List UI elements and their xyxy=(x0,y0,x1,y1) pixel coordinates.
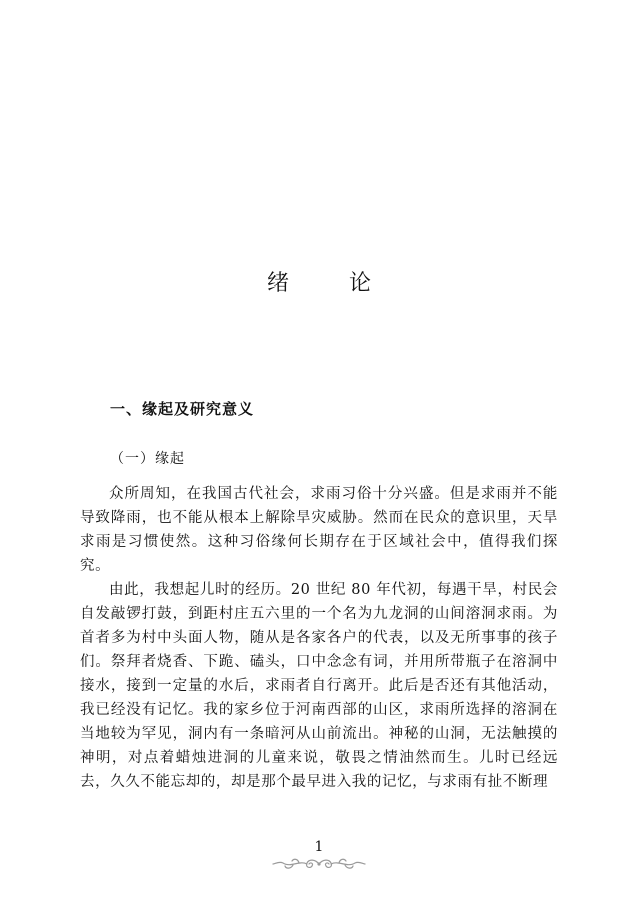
scroll-ornament-icon xyxy=(269,856,369,872)
paragraph: 由此，我想起儿时的经历。20 世纪 80 年代初，每遇干旱，村民会自发敲锣打鼓，到距村庄五六里的一个名为九龙洞的山间溶洞求雨。为首者多为村中头面人物，随从是各家各户的代表，以及无所事事的孩子们。祭拜者烧香、下跪、磕头，口中念念有词，并用所带瓶子在溶洞中接水，接到一定量的水后，求雨者自行离开。此后是否还有其他活动，我已经没有记忆。我的家乡位于河南西部的山区，求雨所选择的溶洞在当地较为罕见，洞内有一条暗河从山前流出。神秘的山洞，无法触摸的神明，对点着蜡烛进洞的儿童来说，敬畏之情油然而生。儿时已经远去，久久不能忘却的，却是那个最早进入我的记忆，与求雨有扯不断理 xyxy=(80,582,558,790)
page-footer xyxy=(0,838,638,872)
chapter-title-first-char: 绪 xyxy=(266,271,289,296)
section-heading: 一、缘起及研究意义 xyxy=(110,400,255,418)
body-text xyxy=(80,482,558,794)
page-number: 1 xyxy=(314,839,324,855)
chapter-title-second-char: 论 xyxy=(349,271,372,296)
paragraph: 众所周知，在我国古代社会，求雨习俗十分兴盛。但是求雨并不能导致降雨，也不能从根本上解除旱灾威胁。然而在民众的意识里，天旱求雨是习惯使然。这种习俗缘何长期存在于区域社会中，值得我们探究。 xyxy=(80,486,558,574)
chapter-title xyxy=(0,266,638,297)
subsection-heading: （一）缘起 xyxy=(110,451,185,467)
